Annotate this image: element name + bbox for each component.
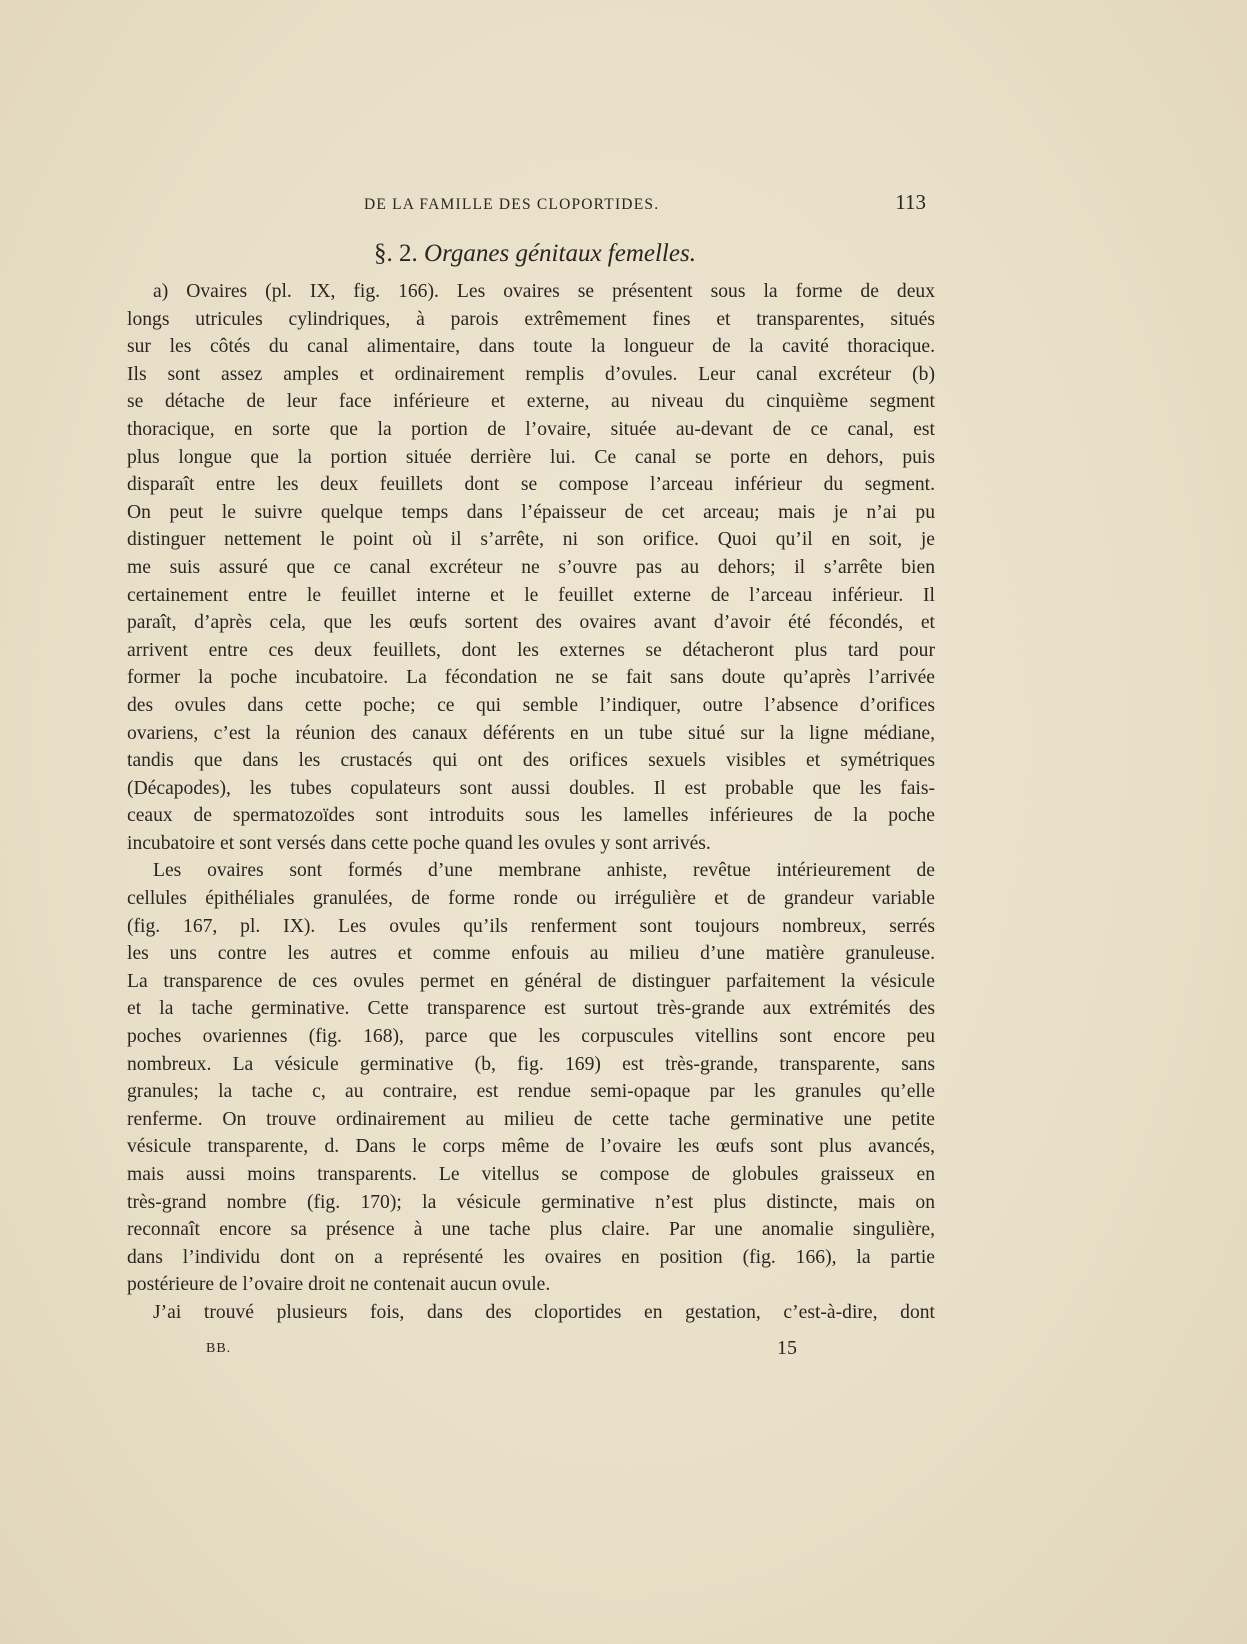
text-line: La transparence de ces ovules permet en général de distinguer parfaitement la vésicule [127, 970, 935, 992]
text-line: postérieure de l’ovaire droit ne contenait aucun ovule. [127, 1274, 551, 1296]
text-line: paraît, d’après cela, que les œufs sortent des ovaires avant d’avoir été fécondés, et [127, 612, 935, 634]
text-line: me suis assuré que ce canal excréteur ne s’ouvre pas au dehors; il s’arrête bien [127, 556, 935, 578]
sheet-number: 15 [777, 1337, 797, 1359]
text-line: disparaît entre les deux feuillets dont se compose l’arceau inférieur du segment. [127, 474, 935, 496]
body-text [127, 278, 935, 1327]
text-line: des ovules dans cette poche; ce qui semble l’indiquer, outre l’absence d’orifices [127, 694, 935, 716]
text-line: et la tache germinative. Cette transparence est surtout très-grande aux extrémités des [127, 998, 935, 1020]
text-line: incubatoire et sont versés dans cette poche quand les ovules y sont arrivés. [127, 832, 711, 854]
text-line: mais aussi moins transparents. Le vitellus se compose de globules graisseux en [127, 1164, 935, 1185]
text-line: très-grand nombre (fig. 170); la vésicule germinative n’est plus distincte, mais on [127, 1191, 935, 1213]
text-line: sur les côtés du canal alimentaire, dans toute la longueur de la cavité thoracique. [127, 336, 935, 358]
text-line: On peut le suivre quelque temps dans l’épaisseur de cet arceau; mais je n’ai pu [127, 501, 935, 523]
section-title: Organes génitaux femelles. [424, 240, 696, 267]
text-line: (fig. 167, pl. IX). Les ovules qu’ils renferment sont toujours nombreux, serrés [127, 915, 935, 937]
text-line: arrivent entre ces deux feuillets, dont les externes se détacheront plus tard pour [127, 639, 935, 661]
text-line: plus longue que la portion située derrière lui. Ce canal se porte en dehors, puis [127, 446, 935, 468]
text-line: tandis que dans les crustacés qui ont des orifices sexuels visibles et symétriques [127, 750, 935, 772]
text-line: J’ai trouvé plusieurs fois, dans des cloportides en gestation, c’est-à-dire, dont [153, 1301, 935, 1323]
text-line: thoracique, en sorte que la portion de l’ovaire, située au-devant de ce canal, est [127, 418, 935, 440]
text-line: longs utricules cylindriques, à parois extrêmement fines et transparentes, situés [127, 308, 935, 330]
text-line: cellules épithéliales granulées, de forme ronde ou irrégulière et de grandeur variable [127, 888, 935, 910]
text-line: poches ovariennes (fig. 168), parce que les corpuscules vitellins sont encore peu [127, 1026, 935, 1048]
text-line: Les ovaires sont formés d’une membrane anhiste, revêtue intérieurement de [153, 860, 935, 882]
running-head [310, 190, 926, 220]
text-line: granules; la tache c, au contraire, est rendue semi-opaque par les granules qu’elle [127, 1081, 935, 1103]
text-line: ovariens, c’est la réunion des canaux déférents en un tube situé sur la ligne médiane, [127, 722, 935, 744]
text-line: certainement entre le feuillet interne et le feuillet externe de l’arceau inférieur. Il [127, 584, 935, 606]
text-line: se détache de leur face inférieure et externe, au niveau du cinquième segment [127, 391, 935, 413]
section-number: §. 2. [374, 240, 418, 267]
text-line: les uns contre les autres et comme enfouis au milieu d’une matière granuleuse. [127, 943, 935, 965]
section-heading [300, 240, 770, 268]
text-line: renferme. On trouve ordinairement au milieu de cette tache germinative une petite [127, 1108, 935, 1130]
text-line: (Décapodes), les tubes copulateurs sont aussi doubles. Il est probable que les fais- [127, 777, 935, 799]
page-footer [127, 1337, 935, 1371]
text-line: dans l’individu dont on a représenté les ovaires en position (fig. 166), la partie [127, 1246, 935, 1268]
text-line: former la poche incubatoire. La fécondation ne se fait sans doute qu’après l’arrivée [127, 667, 935, 689]
text-line: nombreux. La vésicule germinative (b, fig. 169) est très-grande, transparente, sans [127, 1053, 935, 1075]
text-line: distinguer nettement le point où il s’arrête, ni son orifice. Quoi qu’il en soit, je [127, 529, 935, 551]
signature-mark: BB. [206, 1341, 232, 1356]
text-line: ceaux de spermatozoïdes sont introduits sous les lamelles inférieures de la poche [127, 805, 935, 827]
text-line: vésicule transparente, d. Dans le corps même de l’ovaire les œufs sont plus avancés, [127, 1136, 935, 1158]
text-line: a) Ovaires (pl. IX, fig. 166). Les ovaires se présentent sous la forme de deux [153, 281, 935, 302]
text-line: reconnaît encore sa présence à une tache plus claire. Par une anomalie singulière, [127, 1219, 935, 1241]
page-number: 113 [895, 190, 926, 214]
text-line: Ils sont assez amples et ordinairement remplis d’ovules. Leur canal excréteur (b) [127, 363, 935, 385]
running-title: DE LA FAMILLE DES CLOPORTIDES. [364, 196, 660, 213]
